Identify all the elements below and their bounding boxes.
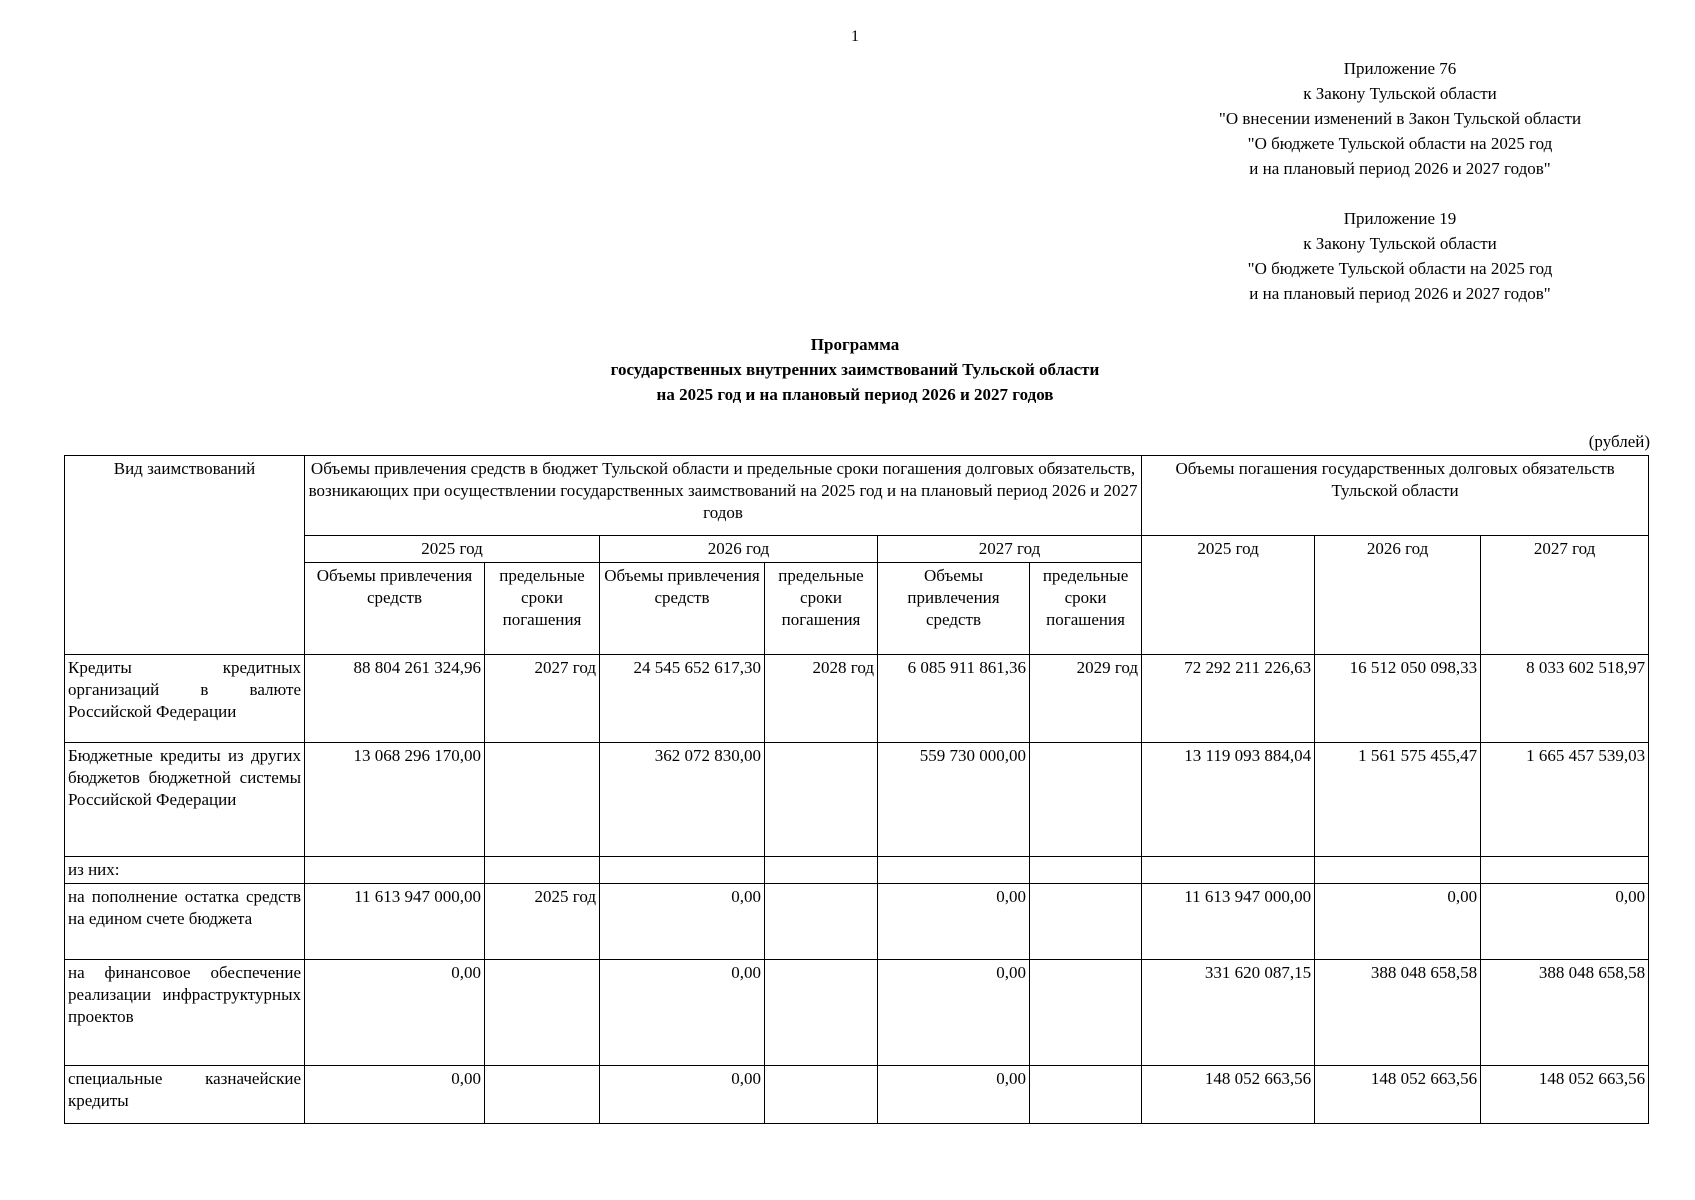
cell-deadline-2025: 2027 год — [485, 655, 600, 743]
cell-deadline-2027 — [1030, 960, 1142, 1066]
cell-repay-2026: 0,00 — [1315, 884, 1481, 960]
cell-attraction-2025 — [305, 857, 485, 884]
table-row — [65, 857, 1649, 884]
header-attraction-volume-2026: Объемы привлечения средств — [600, 563, 765, 655]
header-repay-2026: 2026 год — [1315, 536, 1481, 655]
appendix-76-line: и на плановый период 2026 и 2027 годов" — [1249, 159, 1551, 178]
row-name: Бюджетные кредиты из других бюджетов бюджетной системы Российской Федерации — [65, 743, 305, 857]
appendix-19-block — [1170, 206, 1630, 306]
appendix-19-line: Приложение 19 — [1343, 209, 1457, 228]
cell-repay-2027: 148 052 663,56 — [1481, 1066, 1649, 1124]
cell-attraction-2027 — [878, 857, 1030, 884]
cell-repay-2025: 148 052 663,56 — [1142, 1066, 1315, 1124]
cell-deadline-2026 — [765, 884, 878, 960]
appendix-76-block — [1170, 56, 1630, 181]
cell-deadline-2025 — [485, 960, 600, 1066]
appendix-76-line: "О бюджете Тульской области на 2025 год — [1247, 134, 1553, 153]
cell-attraction-2027: 0,00 — [878, 884, 1030, 960]
header-attraction-group: Объемы привлечения средств в бюджет Тульской области и предельные сроки погашения долговых обязательств, возникающих при осуществлении государственных заимствований на 2025 год и на плановый период 2026 и 2027 годов — [305, 456, 1142, 536]
table-row — [65, 1066, 1649, 1124]
cell-attraction-2026 — [600, 857, 765, 884]
header-type: Вид заимствований — [65, 456, 305, 655]
row-name: из них: — [65, 857, 305, 884]
header-deadline-2027: предельные сроки погашения — [1030, 563, 1142, 655]
cell-deadline-2026: 2028 год — [765, 655, 878, 743]
cell-repay-2027: 0,00 — [1481, 884, 1649, 960]
cell-repay-2026: 388 048 658,58 — [1315, 960, 1481, 1066]
appendix-76-line: "О внесении изменений в Закон Тульской области — [1218, 109, 1582, 128]
header-repay-2025: 2025 год — [1142, 536, 1315, 655]
cell-attraction-2025: 11 613 947 000,00 — [305, 884, 485, 960]
cell-repay-2027: 1 665 457 539,03 — [1481, 743, 1649, 857]
appendix-19-line: "О бюджете Тульской области на 2025 год — [1247, 259, 1553, 278]
document-title — [0, 332, 1695, 407]
appendix-19-line: к Закону Тульской области — [1303, 234, 1497, 253]
cell-attraction-2026: 0,00 — [600, 1066, 765, 1124]
cell-deadline-2027 — [1030, 884, 1142, 960]
cell-deadline-2027 — [1030, 743, 1142, 857]
title-line: Программа — [810, 335, 900, 354]
table-row — [65, 743, 1649, 857]
header-deadline-2026: предельные сроки погашения — [765, 563, 878, 655]
cell-deadline-2026 — [765, 960, 878, 1066]
cell-attraction-2026: 0,00 — [600, 960, 765, 1066]
cell-repay-2027: 8 033 602 518,97 — [1481, 655, 1649, 743]
cell-repay-2025: 331 620 087,15 — [1142, 960, 1315, 1066]
header-year-2027: 2027 год — [878, 536, 1142, 563]
page-number: 1 — [851, 28, 859, 45]
header-attraction-volume-2027: Объемы привлечения средств — [878, 563, 1030, 655]
cell-deadline-2026 — [765, 1066, 878, 1124]
cell-attraction-2027: 6 085 911 861,36 — [878, 655, 1030, 743]
cell-repay-2026: 148 052 663,56 — [1315, 1066, 1481, 1124]
cell-deadline-2025 — [485, 857, 600, 884]
cell-attraction-2026: 24 545 652 617,30 — [600, 655, 765, 743]
row-name: на финансовое обеспечение реализации инфраструктурных проектов — [65, 960, 305, 1066]
units-label: (рублей) — [1588, 432, 1650, 451]
cell-repay-2026: 16 512 050 098,33 — [1315, 655, 1481, 743]
cell-deadline-2027 — [1030, 857, 1142, 884]
cell-attraction-2027: 0,00 — [878, 1066, 1030, 1124]
row-name: специальные казначейские кредиты — [65, 1066, 305, 1124]
header-year-2026: 2026 год — [600, 536, 878, 563]
cell-attraction-2026: 362 072 830,00 — [600, 743, 765, 857]
header-row — [65, 456, 1649, 536]
cell-repay-2027 — [1481, 857, 1649, 884]
cell-repay-2025: 72 292 211 226,63 — [1142, 655, 1315, 743]
borrowing-program-table — [64, 455, 1649, 1124]
row-name: Кредиты кредитных организаций в валюте Российской Федерации — [65, 655, 305, 743]
cell-attraction-2027: 559 730 000,00 — [878, 743, 1030, 857]
cell-repay-2025: 11 613 947 000,00 — [1142, 884, 1315, 960]
cell-deadline-2025: 2025 год — [485, 884, 600, 960]
header-attraction-volume-2025: Объемы привлечения средств — [305, 563, 485, 655]
cell-repay-2027: 388 048 658,58 — [1481, 960, 1649, 1066]
cell-deadline-2027: 2029 год — [1030, 655, 1142, 743]
row-name: на пополнение остатка средств на едином счете бюджета — [65, 884, 305, 960]
cell-attraction-2026: 0,00 — [600, 884, 765, 960]
header-repay-2027: 2027 год — [1481, 536, 1649, 655]
table-row — [65, 655, 1649, 743]
appendix-76-line: Приложение 76 — [1343, 59, 1457, 78]
header-repayment-group: Объемы погашения государственных долговых обязательств Тульской области — [1142, 456, 1649, 536]
cell-attraction-2025: 0,00 — [305, 1066, 485, 1124]
cell-deadline-2027 — [1030, 1066, 1142, 1124]
cell-deadline-2025 — [485, 1066, 600, 1124]
cell-repay-2026: 1 561 575 455,47 — [1315, 743, 1481, 857]
cell-deadline-2025 — [485, 743, 600, 857]
cell-attraction-2025: 0,00 — [305, 960, 485, 1066]
header-deadline-2025: предельные сроки погашения — [485, 563, 600, 655]
title-line: государственных внутренних заимствований Тульской области — [610, 360, 1100, 379]
cell-repay-2026 — [1315, 857, 1481, 884]
cell-repay-2025 — [1142, 857, 1315, 884]
appendix-19-line: и на плановый период 2026 и 2027 годов" — [1249, 284, 1551, 303]
cell-attraction-2025: 88 804 261 324,96 — [305, 655, 485, 743]
header-year-2025: 2025 год — [305, 536, 600, 563]
title-line: на 2025 год и на плановый период 2026 и 2027 годов — [656, 385, 1054, 404]
cell-deadline-2026 — [765, 857, 878, 884]
cell-attraction-2027: 0,00 — [878, 960, 1030, 1066]
table-row — [65, 884, 1649, 960]
cell-repay-2025: 13 119 093 884,04 — [1142, 743, 1315, 857]
appendix-76-line: к Закону Тульской области — [1303, 84, 1497, 103]
cell-attraction-2025: 13 068 296 170,00 — [305, 743, 485, 857]
cell-deadline-2026 — [765, 743, 878, 857]
table-row — [65, 960, 1649, 1066]
